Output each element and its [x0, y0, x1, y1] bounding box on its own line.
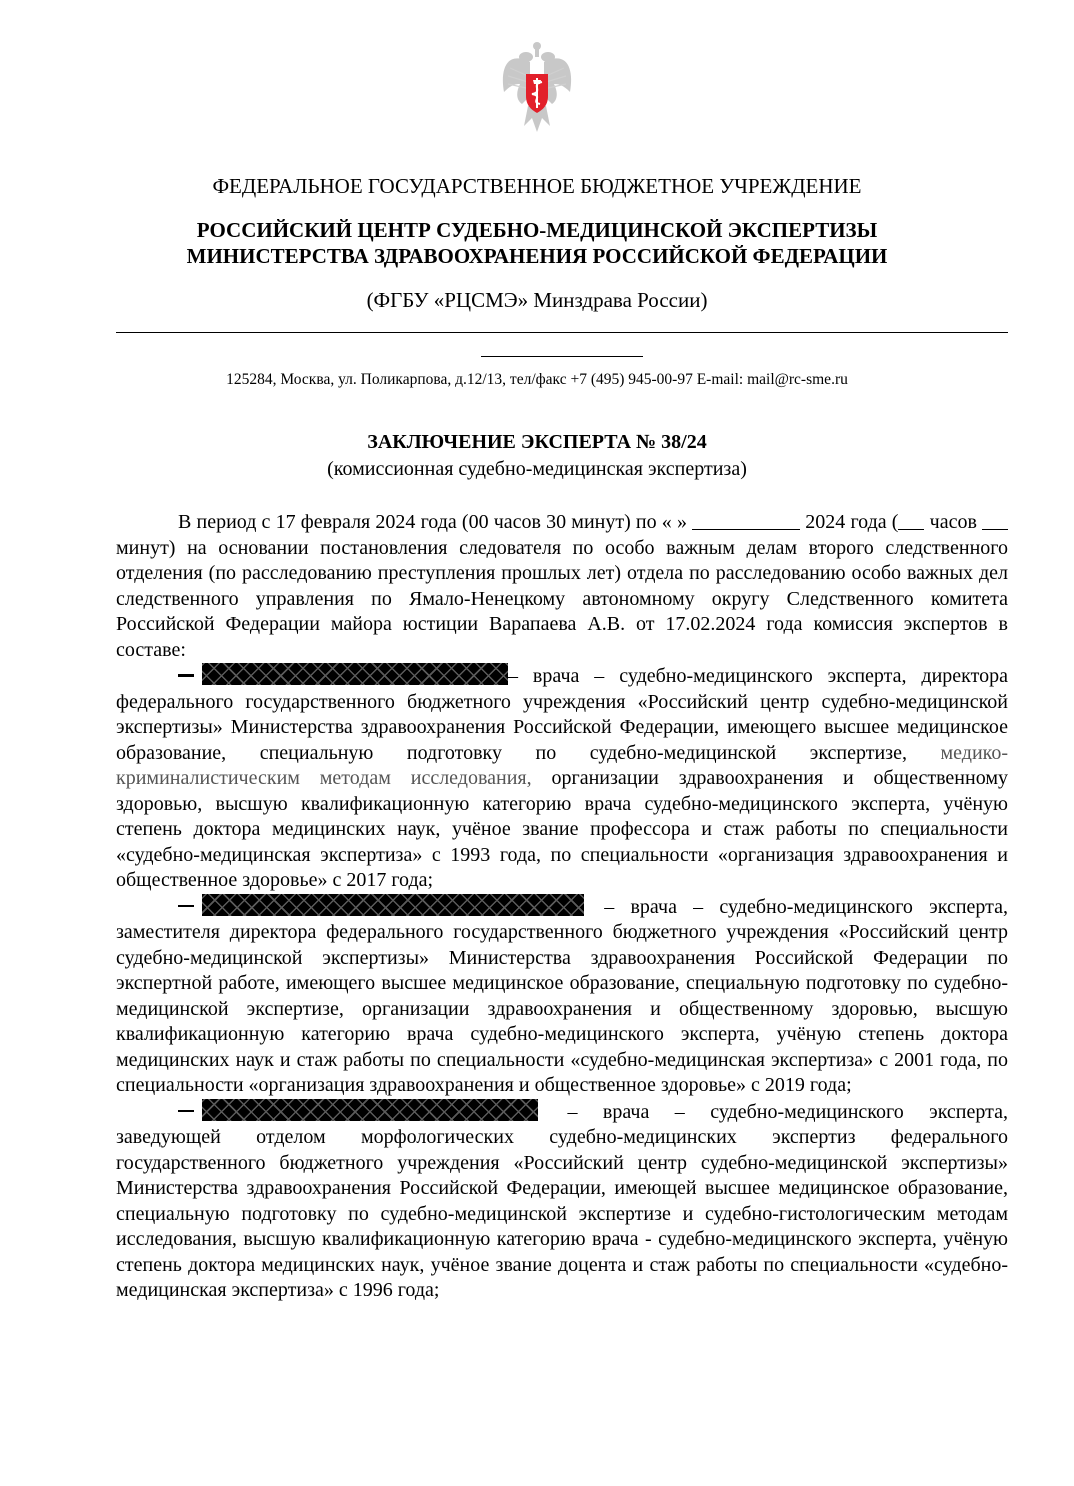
ministry-emblem-icon: [500, 40, 574, 140]
expert-entry-2: – врача – судебно-медицинского эксперта, заместителя директора федерального государственного бюджетного учреждения «Российский центр судебно-медицинской экспертизы» Министерства здравоохранения Российской Федерации по экспертной работе, имеющего высшее медицинское образование, специальную подготовку по судебно-медицинской экспертизе, организации здравоохранения и общественному здоровью, высшую квалификационную категорию врача судебно-медицинского эксперта, учёную степень доктора медицинских наук и стаж работы по специальности «судебно-медицинская экспертиза» с 2001 года, по специальности «организация здравоохранения и общественное здоровье» с 2019 года;: [116, 895, 1008, 1096]
expert-entry-1: – врача – судебно-медицинского эксперта, директора федерального государственного бюджетного учреждения «Российский центр судебно-медицинской экспертизы» Министерства здравоохранения Российской Федерации, имеющего высшее медицинское образование, специальную подготовку по судебно-медицинской экспертизе, медико-криминалистическим методам исследования, организации здравоохранения и общественному здоровью, высшую квалификационную категорию врача судебно-медицинского эксперта, учёную степень доктора медицинских наук, учёное звание профессора и стаж работы по специальности «судебно-медицинская экспертиза» с 1993 года, по специальности «организация здравоохранения и общественное здоровье» с 2017 года;: [116, 665, 1009, 891]
redacted-name-3: [202, 1099, 538, 1121]
redacted-name-2: [202, 894, 584, 916]
minutes-blank: [982, 511, 1008, 530]
list-dash: [178, 674, 194, 676]
organization-address: 125284, Москва, ул. Поликарпова, д.12/13, тел/факс +7 (495) 945-00-97 E-mail: mail@rc-sme.ru: [226, 371, 848, 388]
header-divider-long: [116, 332, 1008, 333]
document-subtitle: (комиссионная судебно-медицинская экспертиза): [327, 458, 747, 480]
organization-type: ФЕДЕРАЛЬНОЕ ГОСУДАРСТВЕННОЕ БЮДЖЕТНОЕ УЧРЕЖДЕНИЕ: [212, 174, 862, 198]
organization-name-line-2: МИНИСТЕРСТВА ЗДРАВООХРАНЕНИЯ РОССИЙСКОЙ ФЕДЕРАЦИИ: [186, 244, 888, 268]
expert-entry-3: – врача – судебно-медицинского эксперта, заведующей отделом морфологических судебно-медицинских экспертиз федерального государственного бюджетного учреждения «Российский центр судебно-медицинской экспертизы» Министерства здравоохранения Российской Федерации, имеющей высшее медицинское образование, специальную подготовку по судебно-медицинской экспертизе и судебно-гистологическим методам исследования, высшую квалификационную категорию врача - судебно-медицинского эксперта, учёную степень доктора медицинских наук, учёное звание доцента и стаж работы по специальности «судебно-медицинская экспертиза» с 1996 года;: [116, 1100, 1008, 1301]
date-blank: [692, 511, 800, 530]
list-dash: [178, 905, 194, 907]
list-dash: [178, 1110, 194, 1112]
redacted-name-1: [202, 663, 508, 685]
hours-blank: [898, 511, 924, 530]
document-title: ЗАКЛЮЧЕНИЕ ЭКСПЕРТА № 38/24: [367, 431, 707, 453]
organization-name-line-1: РОССИЙСКИЙ ЦЕНТР СУДЕБНО-МЕДИЦИНСКОЙ ЭКСПЕРТИЗЫ: [196, 218, 878, 242]
header-divider-short: [481, 356, 643, 357]
document-body: [116, 510, 1008, 1304]
intro-paragraph: В период с 17 февраля 2024 года (00 часов 30 минут) по « » 2024 года ( часов минут) на основании постановления следователя по особо важным делам второго следственного отделения (по расследованию преступления прошлых лет) отдела по расследованию особо важных дел следственного управления по Ямало-Ненецкому автономному округу Следственного комитета Российской Федерации майора юстиции Варапаева А.В. от 17.02.2024 года комиссия экспертов в составе:: [116, 511, 1008, 661]
organization-short-name: (ФГБУ «РЦСМЭ» Минздрава России): [366, 288, 708, 312]
